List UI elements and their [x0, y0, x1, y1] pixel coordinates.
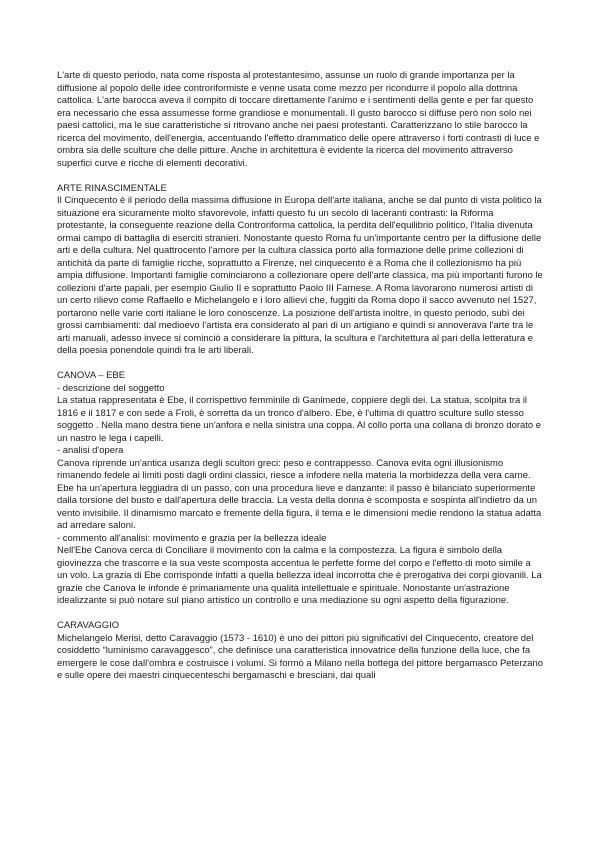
section-canova	[57, 370, 543, 608]
canova-paragraph-commento: Nell'Ebe Canova cerca di Conciliare il movimento con la calma e la compostezza. La figura è simbolo della giovinezza che trascorre e la sua veste scomposta accentua le perfette forme del corpo e l'effetto di moto simile a un volo. La grazia di Ebe corrisponde infatti a quella bellezza ideal incorrotta che è prerogativa dei corpi giovanili. La grazie che Canova le infonde è primariamente una qualità intellettuale e spirituale. Nonostante un'astrazione idealizzante si può notare sul piano artistico un controllo e una mediazione su ogni aspetto della figurazione.	[57, 545, 542, 606]
canova-subheading-analisi: - analisi d'opera	[57, 445, 124, 456]
canova-subheading-commento: - commento all'analisi: movimento e grazia per la bellezza ideale	[57, 532, 327, 544]
section-rinascimento	[57, 183, 543, 358]
canova-paragraph-analisi: Canova riprende un'antica usanza degli scultori greci: peso e contrappesso. Canova evita ogni illusionismo rimanendo fedele ai limiti posti dagli ordini classici, riesce a infodere nella materia la morbidezza della vera carne. Ebe ha un'apertura leggiadra di un passo, con una procedura lieve e danzante: il passo è bilanciato superiormente dalla torsione del busto e dall'apertura delle braccia. La vesta della donna è scomposta e sospinta all'indietro da un vento invisibile. Il dinamismo marcato e fremente della figura, il tema e le dimensioni medie rendono la statua adatta ad arredare saloni.	[57, 457, 542, 531]
canova-paragraph-descrizione: La statua rappresentata è Ebe, il corrispettivo femminile di Ganimede, coppiere degli dei. La statua, scolpita tra il 1816 e il 1817 e con sede a Froli, è sorretta da un tronco d'albero. Ebe, è l'ultima di quattro sculture sullo stesso soggetto . Nella mano destra tiene un'anfora e nella sinistra una coppa. Al collo porta una collana di bronzo dorato e un nastro le lega i capelli.	[57, 395, 541, 444]
document-page	[57, 70, 543, 683]
section-heading-rinascimento: ARTE RINASCIMENTALE	[57, 182, 167, 194]
canova-subheading-descrizione: - descrizione del soggetto	[57, 382, 165, 394]
section-caravaggio	[57, 620, 543, 683]
section-heading-canova: CANOVA – EBE	[57, 370, 126, 381]
caravaggio-paragraph: Michelangelo Merisi, detto Caravaggio (1573 - 1610) è uno dei pittori più significativi del Cinquecento, creatore del cosiddetto “luminismo caravaggesco”, che definisce una caratteristica innovatrice della funzione della luce, che fa emergere le cose dall'ombra e costruisce i volumi. Si formò a Milano nella bottega del pittore bergamasco Peterzano e sulle opere dei maestri cinquecenteschi bergamaschi e bresciani, dai quali	[57, 632, 543, 681]
intro-paragraph: L'arte di questo periodo, nata come risposta al protestantesimo, assunse un ruolo di grande importanza per la diffusione al popolo delle idee controriformiste e venne usata come mezzo per ricondurre il popolo alla dottrina cattolica. L'arte barocca aveva il compito di toccare direttamente l'animo e i sentimenti della gente e per far questo era necessario che essa assumesse forme grandiose e monumentali. Il gusto barocco si diffuse però non solo nei paesi cattolici, ma le sue caratteristiche si ritrovano anche nei paesi protestanti. Caratterizzano lo stile barocco la ricerca del movimento, dell'energia, accentuando l'effetto drammatico delle opere attraverso i forti contrasti di luce e ombra sia delle sculture che delle pitture. Anche in architettura è evidente la ricerca del movimento attraverso superfici curve e ricche di elementi decorativi.	[57, 70, 540, 169]
rinascimento-paragraph: Il Cinquecento è il periodo della massima diffusione in Europa dell'arte italiana, anche se dal punto di vista politico la situazione era sicuramente molto sfavorevole, infatti questo fu un secolo di laceranti contrasti: la Riforma protestante, la conseguente reazione della Controriforma cattolica, la perdita dell'equilibrio politico, l'Italia divenuta ormai campo di battaglia di eserciti stranieri. Nonostante questo Roma fu un'importante centro per la diffusione delle arti e della cultura. Nel quattrocento l'amore per la cultura classica portò alla formazione delle prime collezioni di antichità da parte di famiglie ricche, soprattutto a Firenze, nel cinquecento è a Roma che il collezionismo ha più ampia diffusione. Importanti famiglie cominciarono a collezionare opere dell'arte classica, ma più importanti furono le collezioni d'arte papali, per esempio Giulio II e soprattutto Paolo III Farnese. A Roma lavorarono numerosi artisti di un certo rilievo come Raffaello e Michelangelo e i loro allievi che, fuggiti da Roma dopo il sacco avvenuto nel 1527, portarono nelle varie corti italiane le loro conoscenze. La posizione dell'artista inoltre, in questo periodo, subì dei grossi cambiamenti: dal medioevo l'artista era considerato al pari di un artigiano e quindi si annoverava l'arte tra le arti manuali, adesso invece si cominciò a considerare la pittura, la scultura e l'architettura al pari della letteratura e della poesia ponendole quindi fra le arti liberali.	[57, 195, 543, 356]
section-heading-caravaggio: CARAVAGGIO	[57, 620, 120, 631]
